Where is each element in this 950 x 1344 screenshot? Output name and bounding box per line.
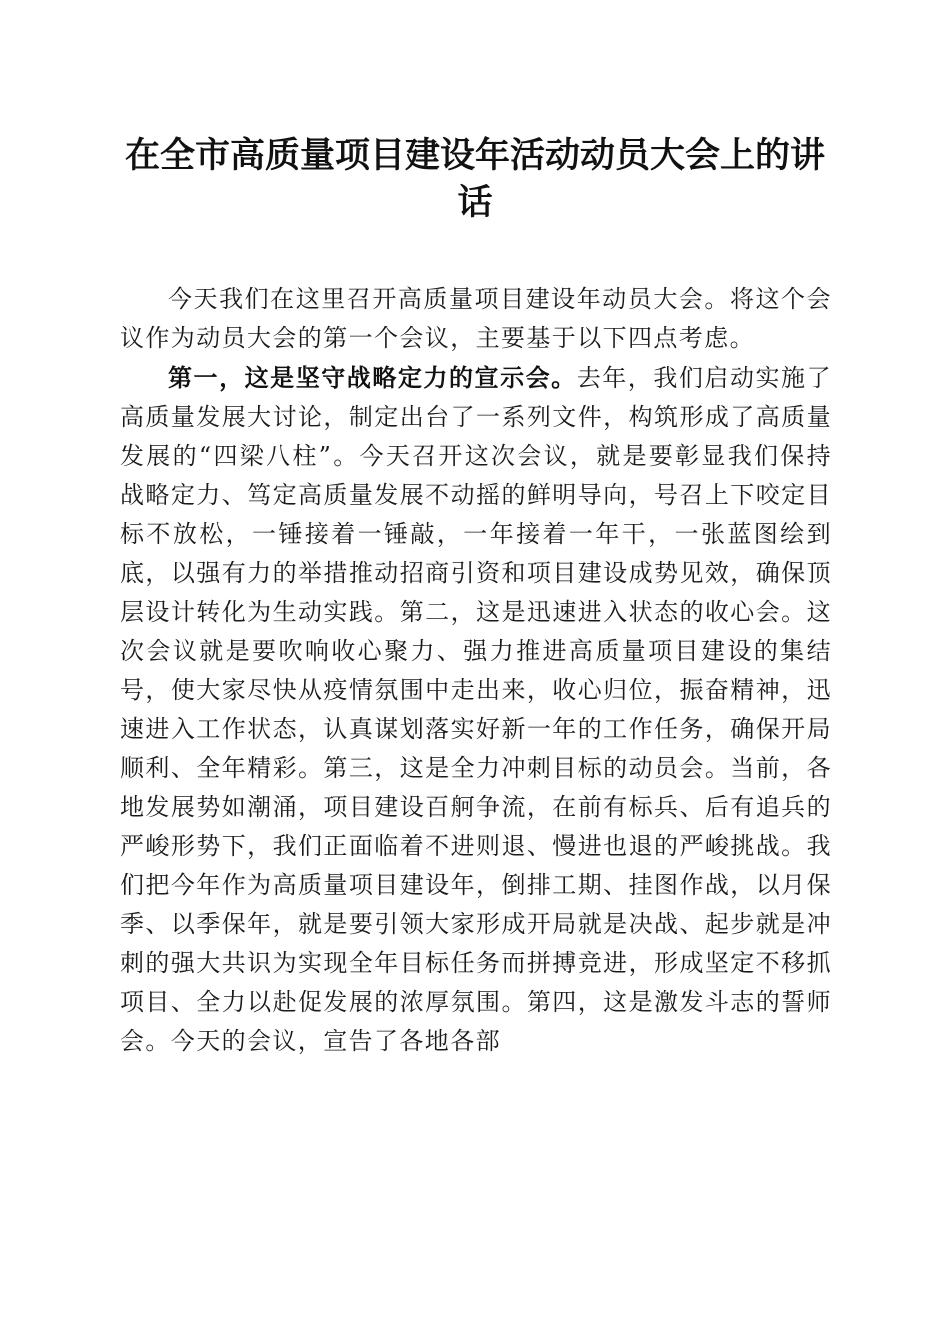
paragraph-text: 去年，我们启动实施了高质量发展大讨论，制定出台了一系列文件，构筑形成了高质量发展的“四梁八柱”。今天召开这次会议，就是要彰显我们保持战略定力、笃定高质量发展不动摇的鲜明导向，号召上下咬定目标不放松，一锤接着一锤敲，一年接着一年干，一张蓝图绘到底，以强有力的举措推动招商引资和项目建设成势见效，确保顶层设计转化为生动实践。第二，这是迅速进入状态的收心会。这次会议就是要吹响收心聚力、强力推进高质量项目建设的集结号，使大家尽快从疫情氛围中走出来，收心归位，振奋精神，迅速进入工作状态，认真谋划落实好新一年的工作任务，确保开局顺利、全年精彩。第三，这是全力冲刺目标的动员会。当前，各地发展势如潮涌，项目建设百舸争流，在前有标兵、后有追兵的严峻形势下，我们正面临着不进则退、慢进也退的严峻挑战。我们把今年作为高质量项目建设年，倒排工期、挂图作战，以月保季、以季保年，就是要引领大家形成开局就是决战、起步就是冲刺的强大共识为实现全年目标任务而拼搏竞进，形成坚定不移抓项目、全力以赴促发展的浓厚氛围。第四，这是激发斗志的誓师会。今天的会议，宣告了各地各部	[120, 364, 832, 1055]
paragraph-intro	[120, 280, 832, 358]
document-body	[120, 280, 832, 1061]
paragraph-considerations	[120, 358, 832, 1061]
document-title: 在全市高质量项目建设年活动动员大会上的讲话	[124, 135, 825, 223]
paragraph-text: 今天我们在这里召开高质量项目建设年动员大会。将这个会议作为动员大会的第一个会议，主要基于以下四点考虑。	[120, 285, 832, 352]
paragraph-lead: 第一，这是坚守战略定力的宣示会。	[168, 363, 577, 392]
